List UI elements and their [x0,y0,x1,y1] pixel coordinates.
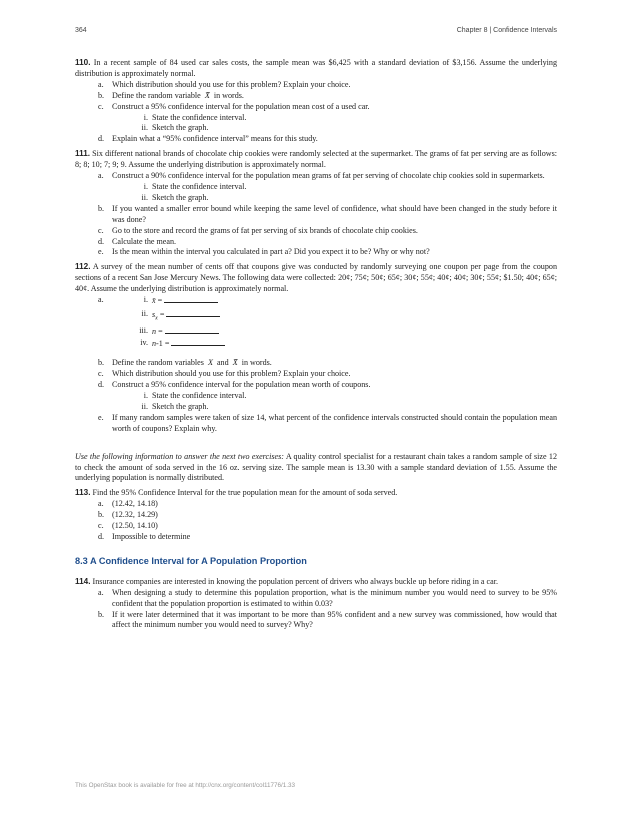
part-c-i: i. State the confidence interval. [143,112,247,122]
part-a-ii: ii. $s_x$ = [75,309,557,325]
exercise-number: 110. [75,58,91,67]
math-var: X̄ [204,90,210,100]
part-d: d. Construct a 95% confidence interval for the population mean worth of coupons. [98,380,371,390]
exercise-112 [75,262,557,434]
part-c: c. Go to the store and record the grams of fat per serving of six brands of chocolate chip cookies. [98,225,418,235]
part-d: d. Explain what a “95% confidence interval” means for this study. [98,134,318,144]
exercise-number: 114. [75,576,91,586]
part-d: d. Calculate the mean. [98,236,177,246]
option-c: c. (12.50, 14.10) [98,521,158,531]
part-a: a. [98,295,104,305]
answer-blank [165,326,219,334]
exercise-number: 113. [75,488,91,498]
part-c-ii: ii. Sketch the graph. [141,123,209,133]
option-d: d. Impossible to determine [98,531,191,541]
part-b: b. Define the random variables X and X̄ in words. [98,358,272,368]
exercise-text: Find the 95% Confidence Interval for the true population mean for the amount of soda served. [92,488,398,498]
exercise-number: 111. [75,149,91,159]
exercise-111 [75,149,557,258]
exercise-text: Insurance companies are interested in knowing the population percent of drivers who always buckle up before riding in a car. [92,576,498,586]
exercise-text: A survey of the mean number of cents off that coupons give was conducted by randomly surveying one coupon per page from the coupon sections of a recent San Jose Mercury News. The following data were collected: 20¢; 75¢; 50¢; 65¢; 30¢; 55¢; 40¢; 40¢; 30¢; 55¢; $1.50; 40¢; 65¢; 40¢. Assume the underlying distribution is approximately normal. [75,262,557,294]
exercise-text: Six different national brands of chocolate chip cookies were randomly selected at the supermarket. The grams of fat per serving are as follows: 8; 8; 10; 7; 9; 9. Assume the underlying distribution is approximately normal. [75,149,557,170]
part-c: c. Which distribution should you use for this problem? Explain your choice. [98,369,351,379]
exercise-110 [75,58,557,145]
part-b: b. If it were later determined that it was important to be more than 95% confident and a new survey was commissioned, how would that affect the minimum number you would need to survey? Why? [98,609,557,630]
part-d-i: i. State the confidence interval. [143,391,247,400]
footer-note: This OpenStax book is available for free at http://cnx.org/content/col11776/1.33 [75,782,296,789]
option-a: a. (12.42, 14.18) [98,499,158,509]
exercise-text: In a recent sample of 84 used car sales costs, the sample mean was $6,425 with a standard deviation of $3,156. Assume the underlying distribution is approximately normal. [75,58,557,78]
part-a-i: i. State the confidence interval. [143,181,247,191]
exercise-114 [75,577,557,632]
option-b: b. (12.32, 14.29) [98,510,158,520]
page-number: 364 [75,27,87,34]
part-e: e. Is the mean within the interval you calculated in part a? Did you expect it to be? Why or why not? [98,247,430,257]
page-content [75,58,557,635]
part-a: a. Construct a 90% confidence interval for the population mean grams of fat per serving of chocolate chip cookies sold in supermarkets. [98,171,545,181]
part-a: a. When designing a study to determine this population proportion, what is the minimum number you would need to survey to be 95% confident that the population proportion is estimated to within 0.03? [98,587,557,608]
exercise-number: 112. [75,262,91,272]
part-a: a. Which distribution should you use for this problem? Explain your choice. [98,79,351,89]
answer-blank [166,309,220,317]
part-a-ii: ii. Sketch the graph. [141,192,209,202]
part-a-i: i. x̄ = [75,295,557,307]
answer-blank [164,295,218,303]
part-d-ii: ii. Sketch the graph. [141,401,209,411]
part-b: b. Define the random variable X̄ in words. [98,90,244,100]
part-c: c. Construct a 95% confidence interval for the population mean cost of a used car. [98,101,370,111]
part-e: e. If many random samples were taken of size 14, what percent of the confidence intervals constructed should contain the population mean worth of coupons? Explain why. [98,412,557,433]
chapter-title: Chapter 8 | Confidence Intervals [456,27,557,34]
exercise-113 [75,488,557,543]
answer-blank [171,338,225,346]
part-a-iii: iii. n = [75,326,557,338]
part-a-iv: iv. n-1 = [75,338,557,350]
shared-info-paragraph: Use the following information to answer the next two exercises: A quality control specialist for a restaurant chain takes a random sample of size 12 to check the amount of soda served in the 16 oz. serving size. The sample mean is 13.30 with a sample standard deviation of 1.55. Assume the underlying population is normally distributed. [75,451,557,483]
part-b: b. If you wanted a smaller error bound while keeping the same level of confidence, what should have been changed in the study before it was done? [98,203,557,224]
section-heading: 8.3 A Confidence Interval for A Population Proportion [75,555,307,566]
